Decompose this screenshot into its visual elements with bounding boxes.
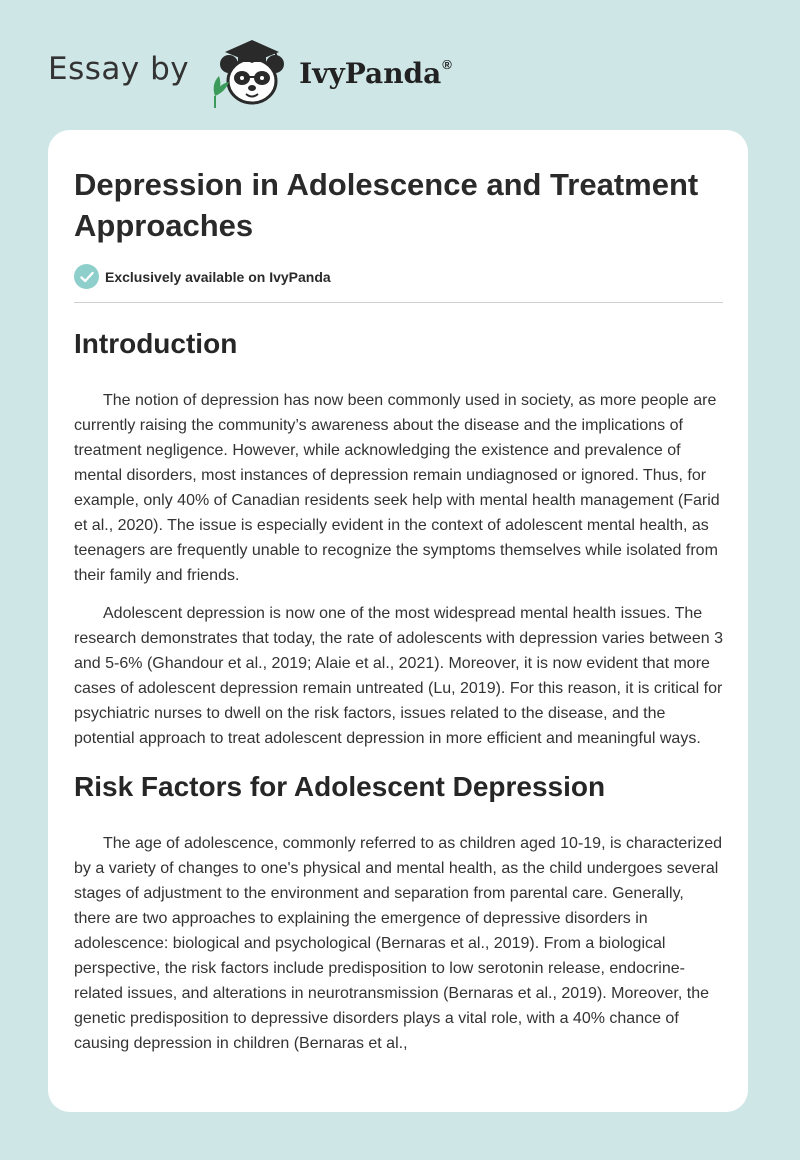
section-heading: Risk Factors for Adolescent Depression <box>74 771 606 802</box>
check-circle-icon <box>74 264 99 289</box>
site-header <box>48 34 452 110</box>
brand-name-text: IvyPanda <box>299 56 442 90</box>
brand-logo-link[interactable] <box>205 34 297 110</box>
panda-graduate-icon <box>205 34 297 110</box>
paragraph: The notion of depression has now been commonly used in society, as more people are currently raising the community’s awareness about the disease and the implications of treatment negligence. However, while acknowledging the existence and prevalence of mental disorders, most instances of depression remain undiagnosed or ignored. Thus, for example, only 40% of Canadian residents seek help with mental health management (Farid et al., 2020). The issue is especially evident in the context of adolescent mental health, as teenagers are frequently unable to recognize the symptoms themselves while isolated from their family and friends. <box>74 392 720 584</box>
section-risk-factors <box>74 769 724 1056</box>
essay-body <box>74 312 724 1069</box>
brand-name[interactable] <box>299 57 452 90</box>
essay-card <box>48 130 748 1112</box>
paragraph: Adolescent depression is now one of the most widespread mental health issues. The research demonstrates that today, the rate of adolescents with depression varies between 3 and 5-6% (Ghandour et al., 2019; Alaie et al., 2021). Moreover, it is now evident that more cases of adolescent depression remain untreated (Lu, 2019). For this reason, it is critical for psychiatric nurses to dwell on the risk factors, issues related to the disease, and the potential approach to treat adolescent depression in more efficient and meaningful ways. <box>74 605 723 747</box>
essay-title: Depression in Adolescence and Treatment Approaches <box>74 167 699 243</box>
brand-prefix: Essay by <box>48 51 190 87</box>
registered-mark: ® <box>442 56 452 72</box>
section-heading: Introduction <box>74 328 238 359</box>
section-introduction <box>74 326 724 751</box>
exclusive-badge-text: Exclusively available on IvyPanda <box>105 268 331 285</box>
title-divider <box>74 302 723 303</box>
paragraph: The age of adolescence, commonly referred to as children aged 10-19, is characterized by a variety of changes to one's physical and mental health, as the child undergoes several stages of adjustment to the environment and separation from parental care. Generally, there are two approaches to explaining the emergence of depressive disorders in adolescence: biological and psychological (Bernaras et al., 2019). From a biological perspective, the risk factors include predisposition to low serotonin release, endocrine-related issues, and alterations in neurotransmission (Bernaras et al., 2019). Moreover, the genetic predisposition to depressive disorders plays a vital role, with a 40% chance of causing depression in children (Bernaras et al., <box>74 835 723 1052</box>
exclusive-badge <box>74 264 331 289</box>
